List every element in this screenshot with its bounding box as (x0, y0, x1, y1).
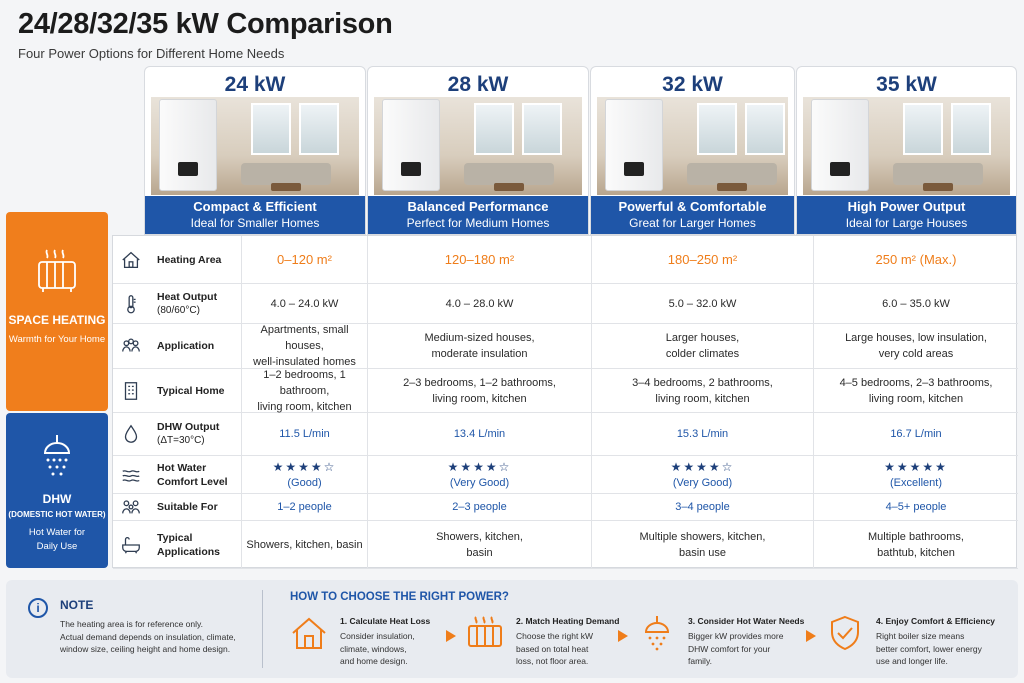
window-shape (697, 103, 737, 155)
row-label-sub: Comfort Level (157, 475, 228, 488)
table-row (113, 456, 1018, 494)
row-label-text: DHW Output (157, 421, 220, 433)
arrow-right-icon (618, 630, 628, 642)
step-title: 3. Consider Hot Water Needs (688, 616, 805, 626)
table-cell (241, 324, 367, 368)
window-shape (522, 103, 562, 155)
row-label-text: Application (157, 340, 215, 352)
model-card-32kw (590, 66, 795, 235)
boiler-display (401, 162, 421, 176)
family-icon (113, 494, 149, 520)
cell-text: 2–3 people (452, 501, 507, 513)
radiator-icon (35, 246, 79, 294)
table-cell (241, 284, 367, 323)
cell-text: 5.0 – 32.0 kW (668, 297, 737, 310)
table-cell (591, 284, 813, 323)
waves-icon (113, 456, 149, 493)
cell-text: Multiple showers, kitchen, (639, 530, 766, 543)
table-row (113, 413, 1018, 456)
model-card-28kw (367, 66, 589, 235)
table-cell (367, 456, 591, 493)
room-image (374, 97, 582, 195)
table-cell (813, 369, 1018, 412)
table-cell (591, 236, 813, 283)
cell-text: very cold areas (878, 348, 954, 360)
cell-text: 2–3 bedrooms, 1–2 bathrooms, (403, 376, 556, 389)
dhw-desc-line2: Daily Use (36, 541, 78, 552)
cell-text: 1–2 bedrooms, 1 bathroom, (263, 368, 346, 397)
star-rating: ★★★★★ (884, 459, 948, 474)
row-label (157, 456, 241, 493)
page-title: 24/28/32/35 kW Comparison (18, 8, 393, 40)
cell-text: 3–4 people (675, 501, 730, 513)
table-cell (813, 236, 1018, 283)
row-label-text: Typical Applications (157, 531, 221, 558)
cell-text: Large houses, low insulation, (845, 332, 987, 344)
star-rating: ★★★★☆ (272, 459, 337, 474)
radiator-icon (466, 614, 504, 652)
table-cell (367, 284, 591, 323)
model-tagline: Powerful & Comfortable (618, 199, 767, 214)
row-label (157, 369, 241, 412)
cell-text: basin (466, 546, 493, 559)
table-cell (591, 521, 813, 568)
table-cell (241, 369, 367, 412)
table-row (113, 324, 1018, 369)
arrow-right-icon (806, 630, 816, 642)
table-cell (367, 413, 591, 455)
window-shape (745, 103, 785, 155)
row-label (157, 324, 241, 368)
table-cell (813, 456, 1018, 493)
step-desc: Consider insulation, climate, windows, and home design. (340, 631, 415, 666)
sofa-shape (687, 163, 777, 185)
note-line: window size, ceiling height and home design. (60, 644, 231, 654)
cell-text: Showers, kitchen, basin (246, 538, 363, 551)
cell-text: Showers, kitchen, (436, 530, 523, 543)
dhw-subtitle: (DOMESTIC HOT WATER) (8, 510, 106, 519)
cell-text: 250 m² (Max.) (875, 251, 957, 267)
table-cell (591, 456, 813, 493)
cell-text: Medium-sized houses, (424, 332, 535, 344)
model-tagline: Compact & Efficient (193, 199, 317, 214)
table-cell (241, 494, 367, 520)
row-label-text: Heating Area (157, 253, 222, 266)
step-title: 4. Enjoy Comfort & Efficiency (876, 616, 996, 626)
shield-check-icon (826, 614, 864, 652)
cell-text: 0–120 m² (277, 251, 332, 267)
table-cell (813, 284, 1018, 323)
table-cell (591, 324, 813, 368)
model-band (591, 196, 794, 234)
cell-text: 1–2 people (277, 501, 332, 513)
boiler-image (811, 99, 869, 191)
cell-text: (Very Good) (449, 476, 510, 489)
model-tagline: Balanced Performance (407, 199, 549, 214)
note-line: The heating area is for reference only. (60, 619, 204, 629)
table-cell (367, 521, 591, 568)
cell-text: 4–5+ people (885, 501, 947, 513)
people-icon (113, 324, 149, 368)
step-desc: Bigger kW provides more DHW comfort for your family. (688, 631, 784, 666)
cell-text: basin use (678, 546, 727, 559)
cell-text: living room, kitchen (257, 400, 352, 413)
comparison-table (112, 235, 1017, 568)
room-image (151, 97, 359, 195)
model-kw-label: 24 kW (224, 73, 286, 96)
table-row (113, 369, 1018, 413)
house-icon (290, 614, 328, 652)
sofa-shape (464, 163, 554, 185)
sofa-shape (893, 163, 983, 185)
step-title: 1. Calculate Heat Loss (340, 616, 431, 626)
cell-text: 3–4 bedrooms, 2 bathrooms, (632, 376, 773, 389)
cell-text: 6.0 – 35.0 kW (882, 297, 950, 310)
table-shape (717, 183, 747, 191)
boiler-image (382, 99, 440, 191)
building-icon (113, 369, 149, 412)
cell-text: colder climates (665, 348, 740, 360)
shower-icon (638, 614, 676, 652)
table-cell (241, 236, 367, 283)
boiler-image (605, 99, 663, 191)
cell-text: bathtub, kitchen (877, 546, 955, 559)
table-cell (241, 521, 367, 568)
table-cell (367, 236, 591, 283)
boiler-display (830, 162, 850, 176)
model-kw-label: 35 kW (876, 73, 937, 96)
row-label (157, 284, 241, 323)
space-heating-subtitle: Warmth for Your Home (8, 334, 106, 345)
room-image (597, 97, 788, 195)
arrow-right-icon (446, 630, 456, 642)
row-label-text: Heat Output (157, 290, 218, 303)
table-cell (591, 369, 813, 412)
footer-panel (6, 580, 1018, 678)
cell-text: (Excellent) (890, 476, 942, 489)
model-kw-label: 32 kW (662, 73, 723, 96)
space-heating-title: SPACE HEATING (8, 313, 106, 327)
model-fit: Great for Larger Homes (629, 216, 756, 230)
step-desc: Choose the right kW based on total heat loss, not floor area. (516, 631, 594, 666)
cell-text: 15.3 L/min (676, 428, 729, 440)
table-shape (271, 183, 301, 191)
cell-text: Apartments, small houses, (260, 324, 349, 352)
water-drop-icon (113, 413, 149, 455)
boiler-image (159, 99, 217, 191)
info-icon: i (28, 598, 48, 618)
model-band (145, 196, 365, 234)
row-label (157, 413, 241, 455)
row-label (157, 236, 241, 283)
row-label (157, 521, 241, 568)
table-cell (367, 494, 591, 520)
divider (262, 590, 263, 668)
model-fit: Ideal for Large Houses (845, 216, 968, 230)
row-label-text: Typical Home (157, 384, 225, 397)
row-label-text: Suitable For (157, 501, 218, 513)
cell-text: (Very Good) (672, 476, 733, 489)
table-row (113, 284, 1018, 324)
table-row (113, 494, 1018, 521)
table-cell (591, 413, 813, 455)
table-cell (367, 369, 591, 412)
table-cell (591, 494, 813, 520)
window-shape (951, 103, 991, 155)
cell-text: moderate insulation (431, 348, 528, 360)
cell-text: living room, kitchen (655, 392, 750, 405)
dhw-title: DHW (42, 492, 72, 506)
space-heating-section (6, 212, 108, 411)
dhw-section (6, 413, 108, 568)
star-rating: ★★★★☆ (447, 459, 512, 474)
note-line: Actual demand depends on insulation, climate, (60, 631, 236, 642)
table-cell (813, 521, 1018, 568)
model-band (368, 196, 588, 234)
model-card-35kw (796, 66, 1017, 235)
home-icon (113, 236, 149, 283)
cell-text: well-insulated homes (253, 356, 356, 368)
table-shape (923, 183, 953, 191)
table-cell (813, 494, 1018, 520)
table-shape (494, 183, 524, 191)
cell-text: 120–180 m² (444, 251, 515, 267)
cell-text: Multiple bathrooms, (868, 530, 964, 543)
room-image (803, 97, 1010, 195)
star-rating: ★★★★☆ (670, 459, 735, 474)
cell-text: 4–5 bedrooms, 2–3 bathrooms, (839, 376, 993, 389)
table-row (113, 521, 1018, 569)
window-shape (299, 103, 339, 155)
sofa-shape (241, 163, 331, 185)
cell-text: living room, kitchen (868, 392, 964, 405)
window-shape (903, 103, 943, 155)
cell-text: (Good) (287, 476, 322, 489)
table-cell (813, 413, 1018, 455)
shower-icon (37, 433, 77, 477)
table-cell (241, 456, 367, 493)
model-fit: Ideal for Smaller Homes (190, 216, 320, 230)
table-cell (813, 324, 1018, 368)
row-label-sub: (ΔT=30°C) (157, 435, 205, 446)
table-row (113, 236, 1018, 284)
thermometer-icon (113, 284, 149, 323)
dhw-desc-line1: Hot Water for (28, 527, 86, 538)
page-subtitle: Four Power Options for Different Home Needs (18, 46, 285, 61)
boiler-display (178, 162, 198, 176)
cell-text: 4.0 – 28.0 kW (445, 297, 514, 310)
how-to-title: HOW TO CHOOSE THE RIGHT POWER? (290, 591, 509, 603)
model-fit: Perfect for Medium Homes (406, 216, 550, 230)
window-shape (251, 103, 291, 155)
model-tagline: High Power Output (847, 199, 966, 214)
step-desc: Right boiler size means better comfort, lower energy use and longer life. (876, 631, 982, 666)
model-kw-label: 28 kW (447, 73, 509, 96)
table-cell (241, 413, 367, 455)
row-label (157, 494, 241, 520)
window-shape (474, 103, 514, 155)
bathtub-icon (113, 521, 149, 568)
table-cell (367, 324, 591, 368)
model-card-24kw (144, 66, 366, 235)
model-band (797, 196, 1016, 234)
row-label-text: Hot Water (157, 461, 207, 474)
row-label-sub: (80/60°C) (157, 304, 200, 316)
cell-text: 4.0 – 24.0 kW (270, 297, 339, 310)
cell-text: living room, kitchen (432, 392, 527, 405)
step-title: 2. Match Heating Demand (516, 616, 620, 626)
note-text (60, 618, 260, 656)
cell-text: 11.5 L/min (279, 428, 330, 440)
cell-text: 180–250 m² (667, 251, 738, 267)
cell-text: Larger houses, (665, 332, 740, 344)
cell-text: 13.4 L/min (453, 428, 506, 440)
cell-text: 16.7 L/min (890, 428, 942, 440)
note-title: NOTE (60, 598, 94, 612)
boiler-display (624, 162, 644, 176)
